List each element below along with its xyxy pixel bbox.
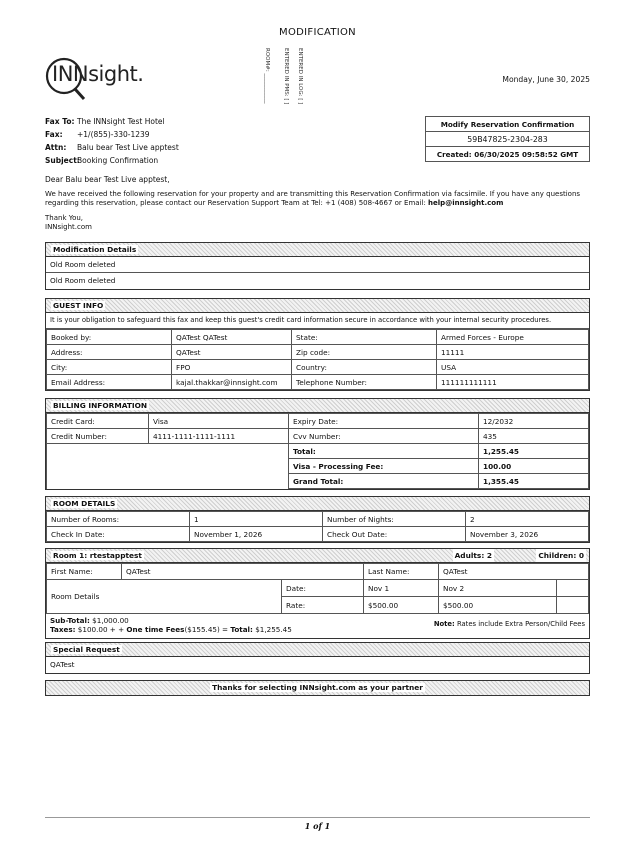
- confirmation-title: Modify Reservation Confirmation: [426, 117, 590, 132]
- country-label: Country:: [292, 360, 437, 375]
- total-label: Total:: [289, 444, 479, 459]
- modification-header: [46, 243, 589, 257]
- room-total-value: $1,255.45: [255, 625, 292, 634]
- note-value: Rates include Extra Person/Child Fees: [456, 620, 585, 628]
- table-row: [47, 527, 589, 542]
- cvv-value: 435: [479, 429, 589, 444]
- greeting: Dear Balu bear Test Live apptest,: [45, 175, 170, 184]
- credit-card-value: Visa: [149, 414, 289, 429]
- checkout-value: November 3, 2026: [466, 527, 589, 542]
- room1-table: [46, 563, 589, 614]
- cvv-label: Cvv Number:: [289, 429, 479, 444]
- nights-label: Number of Nights:: [323, 512, 466, 527]
- fax-block: [45, 115, 179, 167]
- checkout-label: Check Out Date:: [323, 527, 466, 542]
- thanks-banner: [45, 680, 590, 696]
- guest-notice: It is your obligation to safeguard this fax and keep this guest's credit card information secure in accordance with your internal security procedures.: [46, 313, 589, 329]
- first-name-value: QATest: [122, 564, 364, 580]
- table-row: [47, 375, 589, 390]
- room1-title: Room 1: rtestapptest: [53, 551, 142, 560]
- table-row: [47, 580, 589, 597]
- modification-section: [45, 242, 590, 290]
- date-label: Date:: [282, 580, 364, 597]
- room1-header: [46, 549, 589, 563]
- address-label: Address:: [47, 345, 172, 360]
- nights-value: 2: [466, 512, 589, 527]
- booked-by-value: QATest QATest: [172, 330, 292, 345]
- note-label: Note:: [433, 620, 455, 628]
- subtotal-label: Sub-Total:: [50, 616, 90, 625]
- grand-total-label: Grand Total:: [289, 474, 479, 489]
- fax-to-value: The INNsight Test Hotel: [77, 117, 165, 126]
- credit-card-label: Credit Card:: [47, 414, 149, 429]
- first-name-label: First Name:: [47, 564, 122, 580]
- table-row: [47, 414, 589, 429]
- checkin-value: November 1, 2026: [190, 527, 323, 542]
- guest-info-section: [45, 298, 590, 391]
- room-details-title: ROOM DETAILS: [53, 499, 116, 508]
- email-value: kajal.thakkar@innsight.com: [172, 375, 292, 390]
- email-label: Email Address:: [47, 375, 172, 390]
- room-details-table: [46, 511, 589, 542]
- confirmation-created: Created: 06/30/2025 09:58:52 GMT: [426, 147, 590, 162]
- table-row: [47, 444, 589, 459]
- page-title: MODIFICATION: [279, 27, 356, 38]
- page-number: 1 of 1: [304, 821, 331, 831]
- room-total-label: Total:: [230, 625, 253, 634]
- billing-header: [46, 399, 589, 413]
- stamp-log: ENTERED IN LOG: [ ]: [297, 48, 303, 105]
- night-date: Nov 2: [439, 580, 557, 597]
- attn-label: Attn:: [45, 143, 67, 152]
- expiry-value: 12/2032: [479, 414, 589, 429]
- letter-thanks: Thank You,: [45, 214, 84, 222]
- modification-line: Old Room deleted: [50, 276, 116, 285]
- processing-fee-label: Visa - Processing Fee:: [289, 459, 479, 474]
- city-value: FPO: [172, 360, 292, 375]
- room1-section: [45, 548, 590, 639]
- credit-number-value: 4111-1111-1111-1111: [149, 429, 289, 444]
- entry-stamp: [262, 48, 312, 118]
- room1-totals: [46, 614, 589, 638]
- rate-label: Rate:: [282, 597, 364, 614]
- room-details-header: [46, 497, 589, 511]
- country-value: USA: [437, 360, 589, 375]
- telephone-label: Telephone Number:: [292, 375, 437, 390]
- letter-body-text: We have received the following reservation for your property and are transmitting this Reservation Confirmation via facsimile. If you have any questions regarding this reservation, please contact our Reservation Support Team at Tel: +1 (408) 508-4667 or Email:: [45, 190, 581, 207]
- footer-rule: [45, 817, 590, 818]
- billing-section: [45, 398, 590, 490]
- adults-count: Adults: 2: [454, 551, 492, 560]
- subject-value: Booking Confirmation: [77, 156, 159, 165]
- subtotal-value: $1,000.00: [92, 616, 129, 625]
- last-name-label: Last Name:: [364, 564, 439, 580]
- taxes-label: Taxes:: [50, 625, 76, 634]
- children-count: Children: 0: [538, 551, 584, 560]
- state-label: State:: [292, 330, 437, 345]
- grand-total-value: 1,355.45: [479, 474, 589, 489]
- total-value: 1,255.45: [479, 444, 589, 459]
- table-row: [47, 360, 589, 375]
- night-date: Nov 1: [364, 580, 439, 597]
- subject-label: Subject:: [45, 156, 80, 165]
- special-request-header: [46, 643, 589, 657]
- state-value: Armed Forces - Europe: [437, 330, 589, 345]
- processing-fee-value: 100.00: [479, 459, 589, 474]
- modification-line: Old Room deleted: [46, 257, 589, 273]
- confirmation-number: 59B47825-2304-283: [426, 132, 590, 147]
- last-name-value: QATest: [439, 564, 589, 580]
- billing-title: BILLING INFORMATION: [53, 401, 148, 410]
- billing-table: [46, 413, 589, 489]
- night-rate: $500.00: [439, 597, 557, 614]
- stamp-pms: ENTERED IN PMS: [ ]: [283, 48, 289, 105]
- fax-to-label: Fax To:: [45, 117, 75, 126]
- rooms-value: 1: [190, 512, 323, 527]
- thanks-text: Thanks for selecting INNsight.com as your partner: [212, 683, 423, 692]
- taxes-value: $100.00 + +: [77, 625, 127, 634]
- zip-label: Zip code:: [292, 345, 437, 360]
- guest-info-header: [46, 299, 589, 313]
- expiry-label: Expiry Date:: [289, 414, 479, 429]
- letter-body: [45, 190, 590, 208]
- table-row: [47, 330, 589, 345]
- special-request-section: [45, 642, 590, 674]
- one-time-fees-label: One time Fees: [126, 625, 185, 634]
- guest-info-title: GUEST INFO: [53, 301, 104, 310]
- guest-table: [46, 329, 589, 390]
- room-details-label: Room Details: [47, 580, 282, 614]
- address-value: QATest: [172, 345, 292, 360]
- fax-number-label: Fax:: [45, 130, 63, 139]
- zip-value: 11111: [437, 345, 589, 360]
- room-details-section: [45, 496, 590, 543]
- letter-signature: INNsight.com: [45, 223, 92, 231]
- fax-number-value: +1/(855)-330-1239: [77, 130, 150, 139]
- table-row: [47, 429, 589, 444]
- special-request-value: QATest: [50, 660, 75, 669]
- table-row: [47, 564, 589, 580]
- stamp-room: ROOM#: ___________: [264, 48, 270, 104]
- table-row: [47, 512, 589, 527]
- attn-value: Balu bear Test Live apptest: [77, 143, 179, 152]
- confirmation-box: [425, 116, 590, 162]
- night-rate: $500.00: [364, 597, 439, 614]
- header-date: Monday, June 30, 2025: [502, 75, 590, 84]
- city-label: City:: [47, 360, 172, 375]
- modification-title: Modification Details: [53, 245, 137, 254]
- booked-by-label: Booked by:: [47, 330, 172, 345]
- credit-number-label: Credit Number:: [47, 429, 149, 444]
- innsight-logo: [44, 56, 154, 106]
- logo-text: INNsight.: [52, 62, 144, 86]
- table-row: [47, 345, 589, 360]
- checkin-label: Check In Date:: [47, 527, 190, 542]
- one-time-fees-value: ($155.45) =: [184, 625, 231, 634]
- telephone-value: 111111111111: [437, 375, 589, 390]
- rooms-label: Number of Rooms:: [47, 512, 190, 527]
- support-email-link[interactable]: help@innsight.com: [428, 199, 504, 207]
- special-request-title: Special Request: [53, 645, 120, 654]
